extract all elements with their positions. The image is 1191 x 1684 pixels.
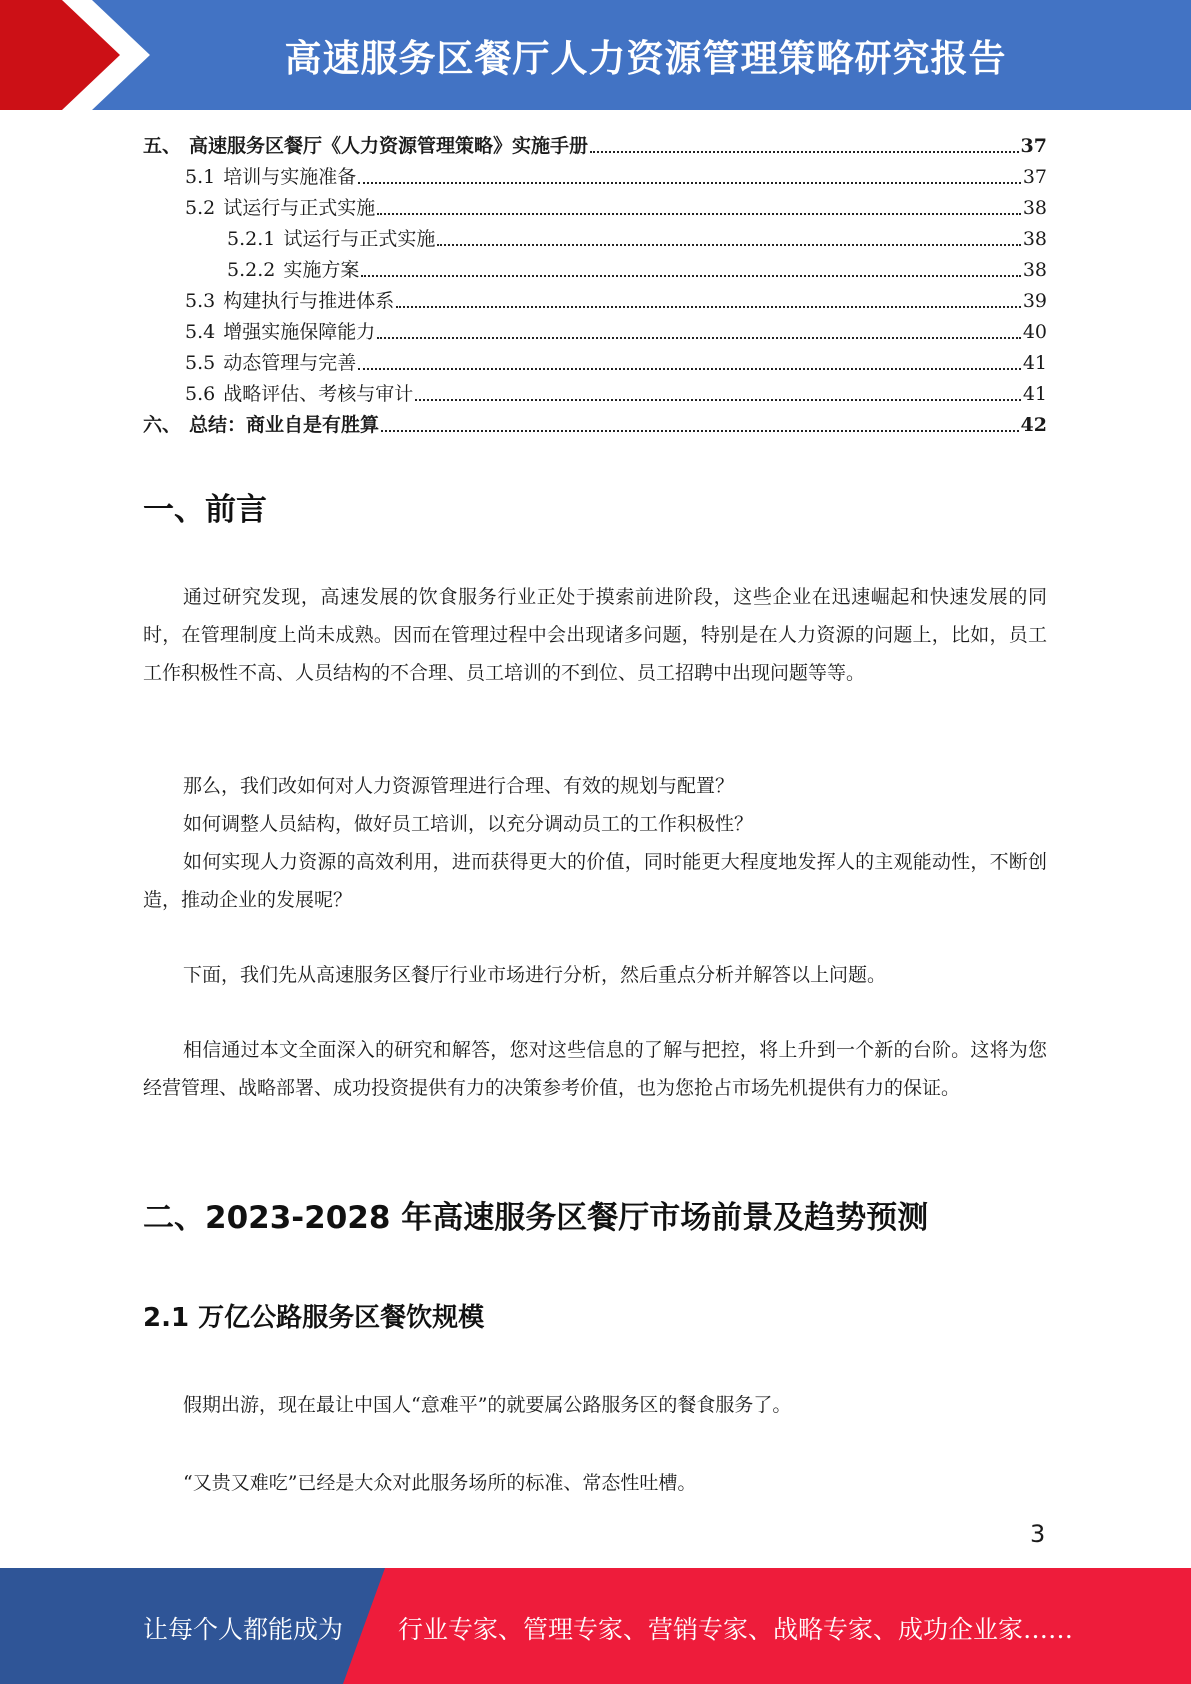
toc-entry[interactable]	[143, 286, 1047, 317]
toc-entry-title: 培训与实施准备	[223, 166, 357, 188]
toc-leader-dots	[358, 368, 1021, 370]
toc-entry-number: 五、	[143, 135, 182, 157]
paragraph: 下面，我们先从高速服务区餐厅行业市场进行分析，然后重点分析并解答以上问题。	[183, 964, 887, 986]
toc-entry-number: 5.2.2	[227, 259, 276, 281]
toc-entry-title: 战略评估、考核与审计	[223, 383, 414, 405]
toc-entry-page: 41	[1022, 383, 1047, 405]
page-footer	[0, 1568, 1191, 1684]
toc-leader-dots	[377, 213, 1021, 215]
toc-leader-dots	[381, 430, 1019, 432]
table-of-contents	[143, 131, 1047, 441]
toc-entry-title: 试运行与正式实施	[223, 197, 376, 219]
toc-entry[interactable]	[143, 224, 1047, 255]
paragraph: 通过研究发现，高速发展的饮食服务行业正处于摸索前进阶段，这些企业在迅速崛起和快速发展的同时，在管理制度上尚未成熟。因而在管理过程中会出现诸多问题，特别是在人力资源的问题上，比如，员工工作积极性不高、人员结构的不合理、员工培训的不到位、员工招聘中出现问题等等。	[143, 586, 1047, 684]
toc-leader-dots	[358, 182, 1021, 184]
toc-entry-number: 5.1	[185, 166, 216, 188]
toc-entry[interactable]	[143, 348, 1047, 379]
toc-entry-title: 总结：商业自是有胜算	[189, 414, 380, 436]
toc-entry-number: 5.4	[185, 321, 216, 343]
toc-entry-number: 5.6	[185, 383, 216, 405]
footer-slogan-right: 行业专家、管理专家、营销专家、战略专家、成功企业家……	[398, 1615, 1074, 1644]
subsection-heading: 2.1 万亿公路服务区餐饮规模	[143, 1303, 485, 1333]
toc-leader-dots	[415, 399, 1021, 401]
paragraph: 如何实现人力资源的高效利用，进而获得更大的价值，同时能更大程度地发挥人的主观能动性，不断创造，推动企业的发展呢？	[143, 851, 1047, 911]
toc-entry-page: 39	[1022, 290, 1047, 312]
toc-leader-dots	[396, 306, 1021, 308]
toc-entry-number: 5.5	[185, 352, 216, 374]
toc-leader-dots	[590, 151, 1019, 153]
toc-entry-title: 动态管理与完善	[223, 352, 357, 374]
toc-entry-number: 六、	[143, 414, 182, 436]
toc-entry-page: 38	[1022, 259, 1047, 281]
toc-entry-title: 增强实施保障能力	[223, 321, 376, 343]
toc-entry[interactable]	[143, 193, 1047, 224]
paragraph: 相信通过本文全面深入的研究和解答，您对这些信息的了解与把控，将上升到一个新的台阶。这将为您经营管理、战略部署、成功投资提供有力的决策参考价值，也为您抢占市场先机提供有力的保证。	[143, 1039, 1047, 1099]
toc-entry[interactable]	[143, 255, 1047, 286]
page-header	[0, 0, 1191, 110]
toc-entry-title: 实施方案	[283, 259, 360, 281]
toc-entry-number: 5.2	[185, 197, 216, 219]
toc-entry[interactable]	[143, 162, 1047, 193]
toc-entry[interactable]	[143, 317, 1047, 348]
toc-entry-number: 5.3	[185, 290, 216, 312]
toc-entry-page: 38	[1022, 197, 1047, 219]
toc-entry-page: 37	[1022, 166, 1047, 188]
toc-leader-dots	[437, 244, 1020, 246]
toc-entry-page: 41	[1022, 352, 1047, 374]
footer-slogan-left: 让每个人都能成为	[143, 1615, 344, 1644]
report-title: 高速服务区餐厅人力资源管理策略研究报告	[284, 37, 1007, 80]
paragraph: 如何调整人员結构，做好员工培训，以充分调动员工的工作积极性？	[183, 813, 754, 835]
toc-entry-title: 高速服务区餐厅《人力资源管理策略》实施手册	[189, 135, 589, 157]
paragraph: 那么，我们改如何对人力资源管理进行合理、有效的规划与配置？	[183, 775, 735, 797]
toc-entry[interactable]	[143, 379, 1047, 410]
toc-entry[interactable]	[143, 131, 1047, 162]
section-heading-preface: 一、前言	[143, 492, 267, 528]
paragraph: “又贵又难吃”已经是大众对此服务场所的标准、常态性吐槽。	[183, 1472, 697, 1494]
toc-entry-title: 试运行与正式实施	[283, 228, 436, 250]
toc-entry-page: 38	[1022, 228, 1047, 250]
page-number: 3	[1030, 1520, 1046, 1548]
toc-leader-dots	[377, 337, 1021, 339]
toc-entry-page: 42	[1020, 414, 1047, 436]
section-heading-market-forecast: 二、2023-2028 年高速服务区餐厅市场前景及趋势预测	[143, 1200, 929, 1236]
toc-entry-page: 40	[1022, 321, 1047, 343]
toc-entry-number: 5.2.1	[227, 228, 276, 250]
toc-leader-dots	[361, 275, 1020, 277]
paragraph: 假期出游，现在最让中国人“意难平”的就要属公路服务区的餐食服务了。	[183, 1394, 792, 1416]
toc-entry[interactable]	[143, 410, 1047, 441]
toc-entry-title: 构建执行与推进体系	[223, 290, 395, 312]
toc-entry-page: 37	[1020, 135, 1047, 157]
